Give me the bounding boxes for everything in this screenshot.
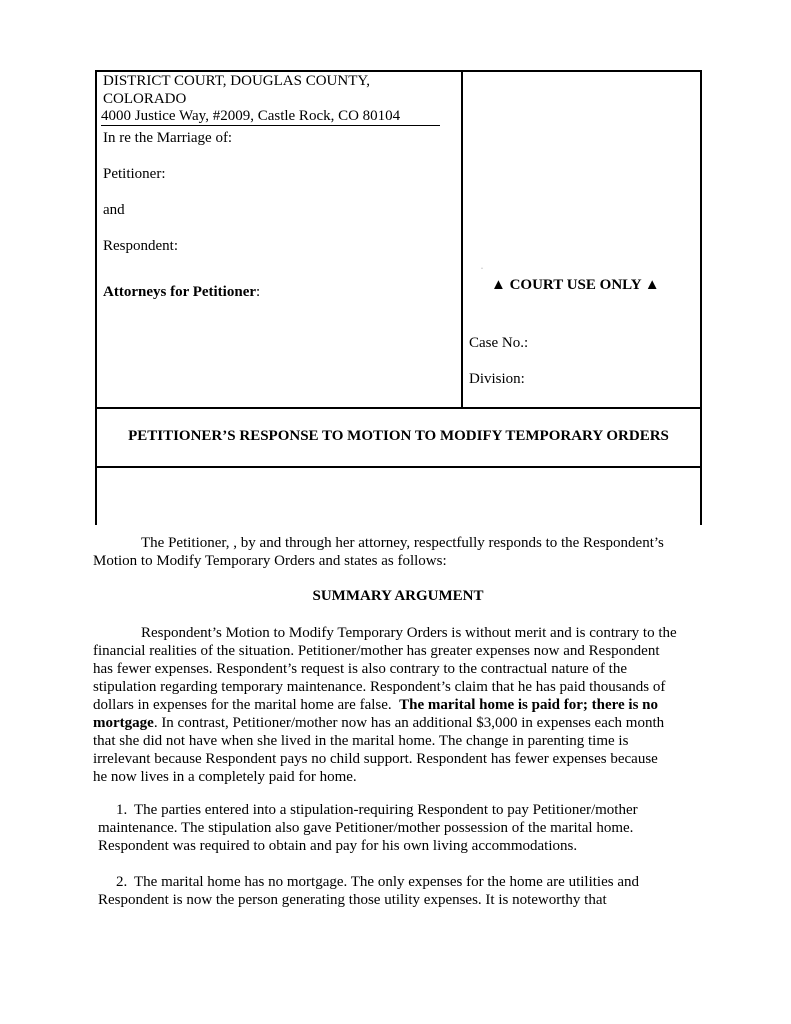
summary-text: . In contrast, Petitioner/mother now has an additional $3,000 in expenses each month <box>153 715 665 731</box>
summary-line: stipulation regarding temporary maintenance. Respondent’s claim that he has paid thousands of <box>93 679 666 695</box>
summary-line: that she did not have when she lived in the marital home. The change in parenting time is <box>93 733 629 749</box>
respondent-label: Respondent: <box>103 238 178 254</box>
intro-line: Motion to Modify Temporary Orders and states as follows: <box>93 553 447 569</box>
summary-line <box>93 696 703 714</box>
summary-emphasis: The marital home is paid for; there is no <box>399 697 659 713</box>
intro-paragraph <box>93 534 703 570</box>
item-line: Respondent was required to obtain and pay for his own living accommodations. <box>98 838 578 854</box>
attorneys-colon: : <box>256 284 261 300</box>
item-number: 2. <box>116 874 128 890</box>
court-name-line2: COLORADO <box>103 91 187 107</box>
summary-line: irrelevant because Respondent pays no child support. Respondent has fewer expenses because <box>93 751 658 767</box>
petitioner-label: Petitioner: <box>103 166 166 182</box>
in-re-label: In re the Marriage of: <box>103 130 233 146</box>
summary-line: Respondent’s Motion to Modify Temporary Orders is without merit and is contrary to the <box>141 625 677 641</box>
division-label: Division: <box>469 371 525 387</box>
item-line <box>98 873 688 891</box>
court-use-only: ▲ COURT USE ONLY ▲ <box>491 277 660 293</box>
caption-title-top-border <box>95 407 702 409</box>
summary-line: he now lives in a completely paid for home. <box>93 769 357 785</box>
court-address: 4000 Justice Way, #2009, Castle Rock, CO 80104 <box>101 108 440 126</box>
summary-heading: SUMMARY ARGUMENT <box>312 588 484 604</box>
intro-line: The Petitioner, , by and through her attorney, respectfully responds to the Respondent’s <box>141 535 664 551</box>
item-line: maintenance. The stipulation also gave Petitioner/mother possession of the marital home. <box>98 820 634 836</box>
item-line <box>98 801 688 819</box>
summary-line: financial realities of the situation. Petitioner/mother has greater expenses now and Respondent <box>93 643 660 659</box>
document-title: PETITIONER’S RESPONSE TO MOTION TO MODIFY TEMPORARY ORDERS <box>128 428 669 444</box>
caption-middle-divider <box>461 70 463 408</box>
summary-paragraph <box>93 624 703 786</box>
caption-title-bottom-border <box>95 466 702 468</box>
caption-left-border <box>95 70 97 525</box>
item-text: The marital home has no mortgage. The only expenses for the home are utilities and <box>134 874 639 890</box>
item-text: The parties entered into a stipulation-requiring Respondent to pay Petitioner/mother <box>134 802 638 818</box>
summary-emphasis: mortgage <box>93 715 154 731</box>
summary-line <box>93 714 703 732</box>
case-number-label: Case No.: <box>469 335 529 351</box>
tiny-mark: · <box>481 266 483 272</box>
attorneys-label: Attorneys for Petitioner <box>103 284 257 300</box>
summary-text: dollars in expenses for the marital home are false. <box>93 697 400 713</box>
caption-box <box>95 70 702 525</box>
item-line: Respondent is now the person generating those utility expenses. It is noteworthy that <box>98 892 607 908</box>
numbered-item-2 <box>98 873 688 909</box>
court-name-line1: DISTRICT COURT, DOUGLAS COUNTY, <box>103 73 371 89</box>
item-number: 1. <box>116 802 128 818</box>
caption-right-border <box>700 70 702 525</box>
numbered-item-1 <box>98 801 688 855</box>
summary-line: has fewer expenses. Respondent’s request is also contrary to the contractual nature of the <box>93 661 627 677</box>
and-label: and <box>103 202 125 218</box>
attorneys-line <box>103 283 260 301</box>
